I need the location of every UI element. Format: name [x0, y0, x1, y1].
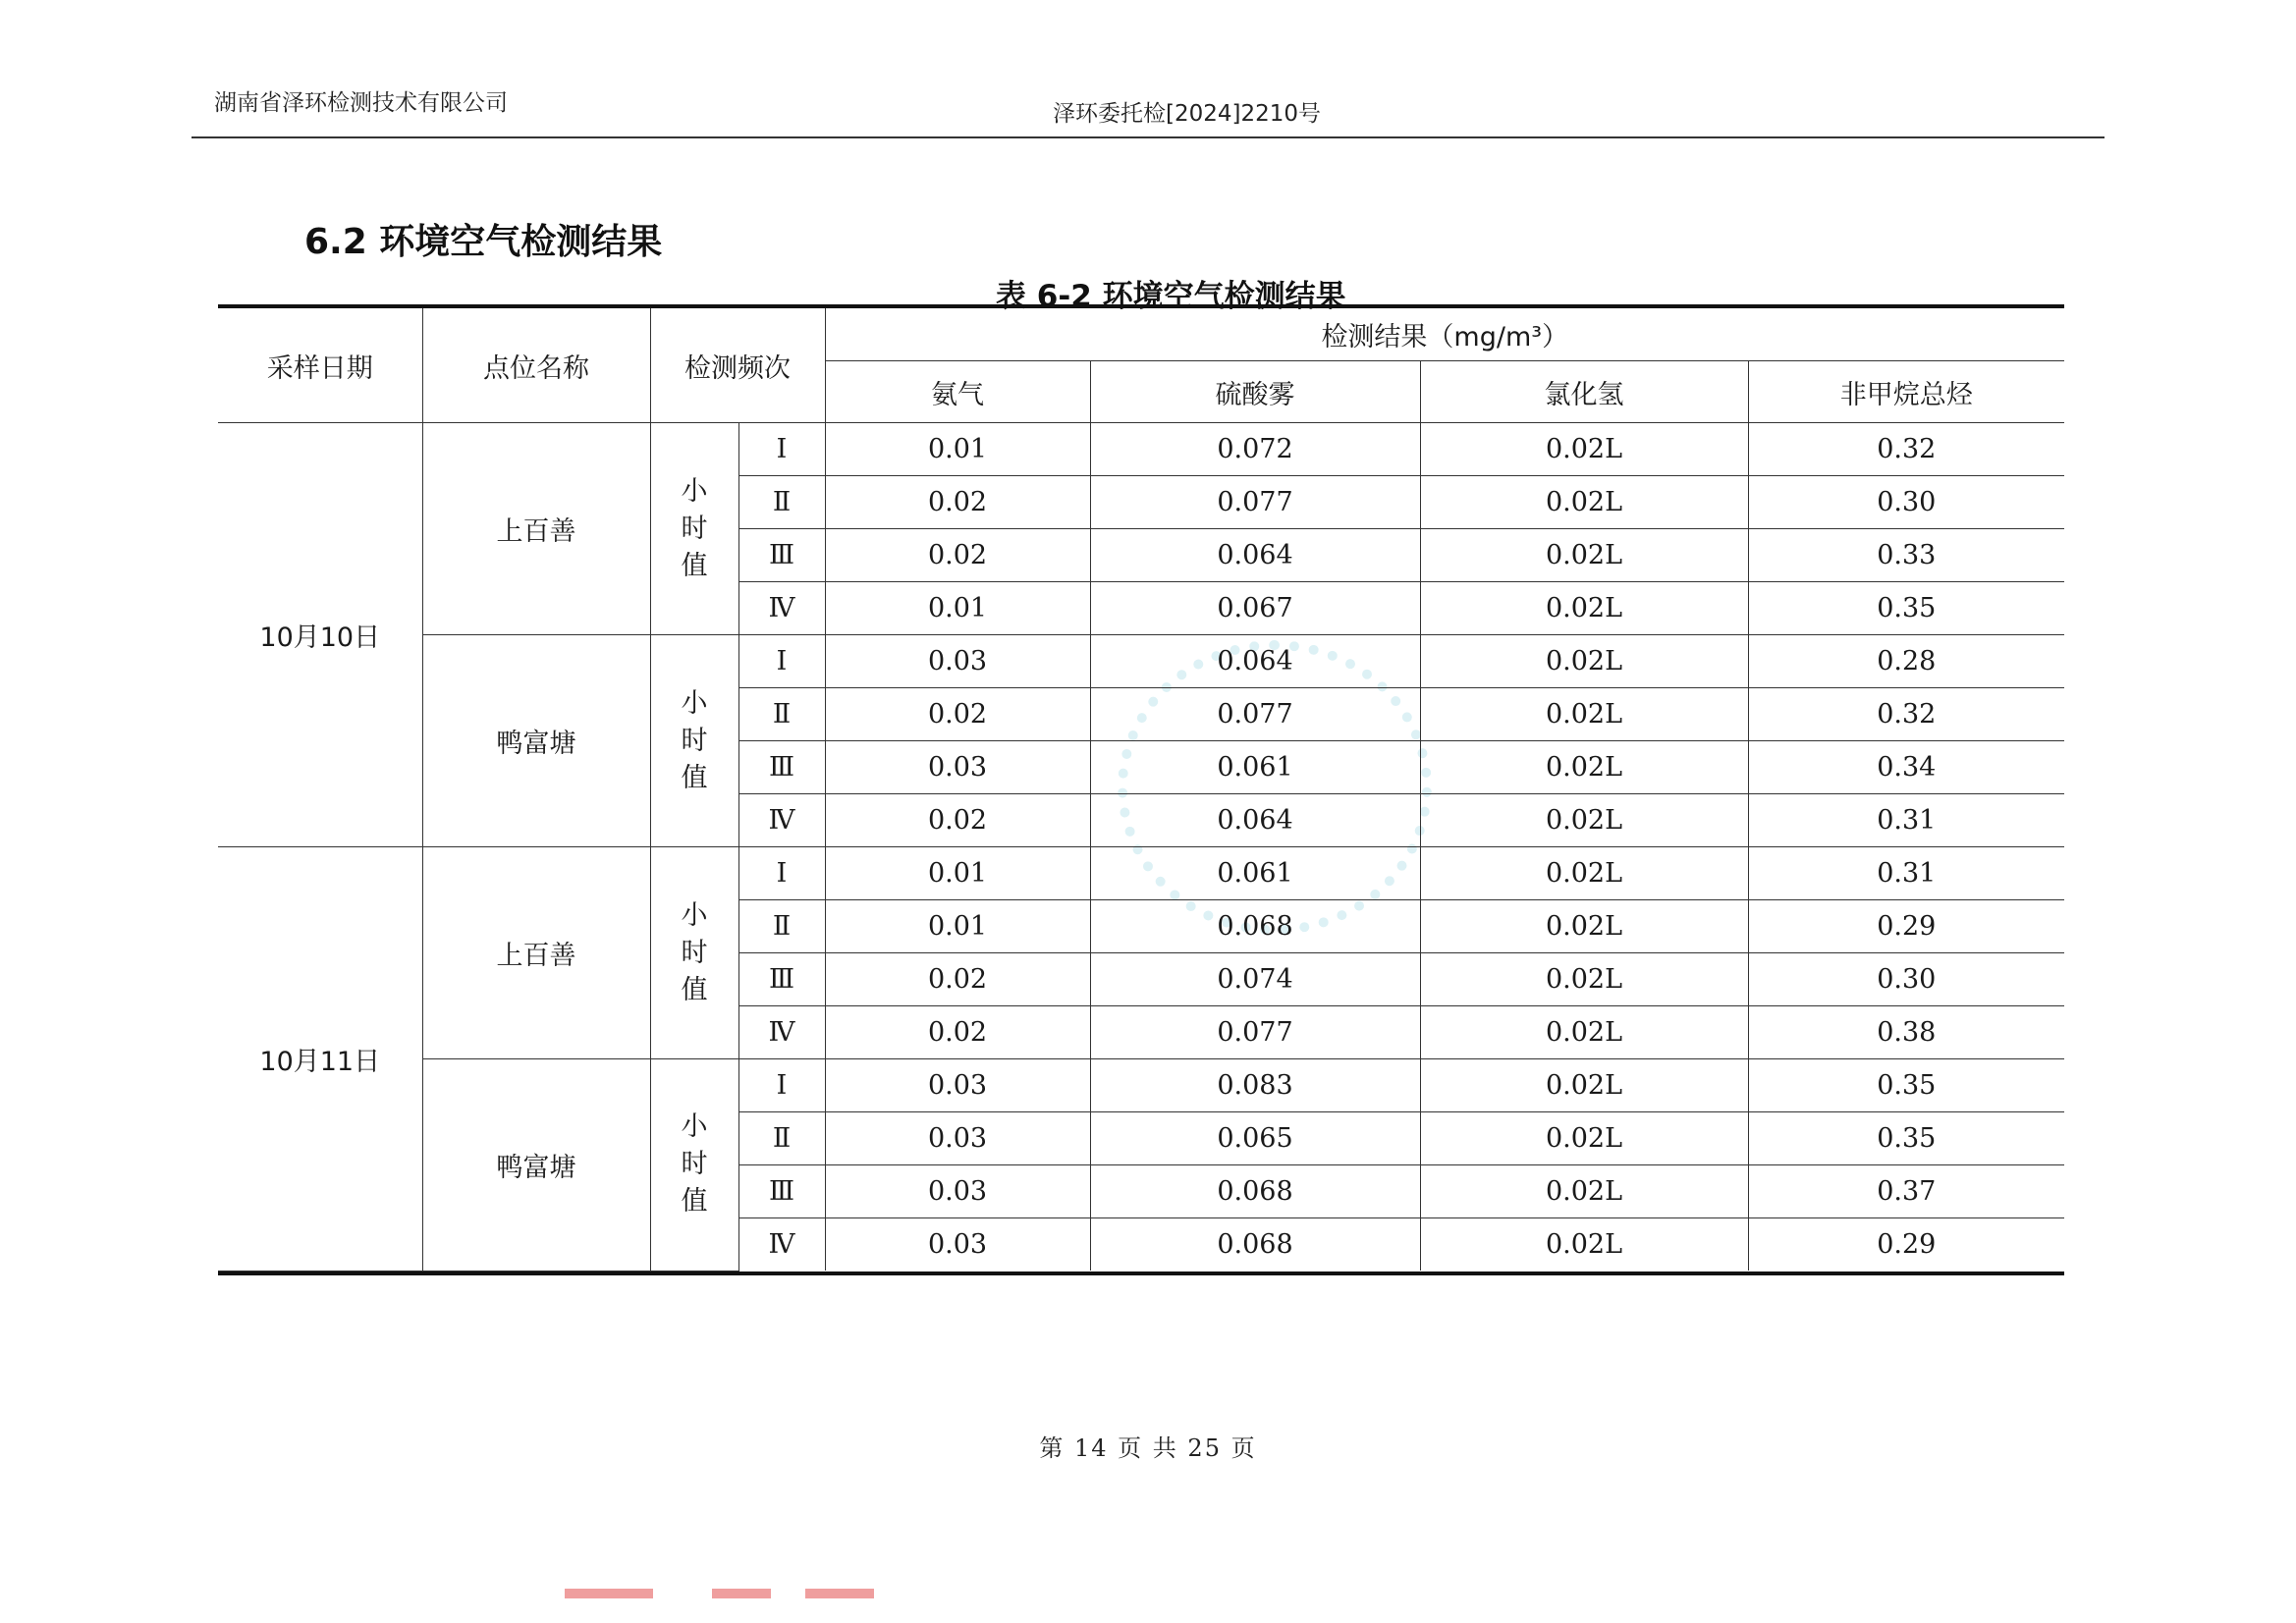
ammonia-value: 0.02: [825, 529, 1090, 582]
hourly-value-char: 小: [681, 1111, 708, 1143]
hourly-value-label: [650, 847, 738, 1059]
sulfuric-acid-mist-value: 0.064: [1090, 635, 1420, 688]
site-name-cell: 上百善: [422, 847, 650, 1059]
sulfuric-acid-mist-value: 0.064: [1090, 529, 1420, 582]
ammonia-value: 0.03: [825, 1059, 1090, 1112]
period-cell: Ⅰ: [738, 423, 825, 476]
red-stamp-fragment: [565, 1589, 653, 1598]
table-row: [218, 635, 2064, 688]
sulfuric-acid-mist-value: 0.077: [1090, 688, 1420, 741]
results-table-wrapper: [218, 304, 2064, 1275]
hourly-value-label: [650, 1059, 738, 1271]
sulfuric-acid-mist-value: 0.083: [1090, 1059, 1420, 1112]
ammonia-value: 0.01: [825, 847, 1090, 900]
sulfuric-acid-mist-value: 0.068: [1090, 900, 1420, 953]
sulfuric-acid-mist-value: 0.061: [1090, 741, 1420, 794]
hydrogen-chloride-value: 0.02L: [1420, 423, 1748, 476]
site-name-cell: 鸭富塘: [422, 1059, 650, 1271]
sulfuric-acid-mist-value: 0.068: [1090, 1165, 1420, 1218]
hourly-value-char: 小: [681, 899, 708, 931]
period-cell: Ⅰ: [738, 847, 825, 900]
nmhc-value: 0.32: [1748, 423, 2064, 476]
sulfuric-acid-mist-value: 0.074: [1090, 953, 1420, 1006]
sulfuric-acid-mist-value: 0.061: [1090, 847, 1420, 900]
period-cell: Ⅲ: [738, 1165, 825, 1218]
hydrogen-chloride-value: 0.02L: [1420, 1112, 1748, 1165]
ammonia-value: 0.03: [825, 635, 1090, 688]
hydrogen-chloride-value: 0.02L: [1420, 1218, 1748, 1271]
period-cell: Ⅱ: [738, 1112, 825, 1165]
nmhc-value: 0.31: [1748, 794, 2064, 847]
hourly-value-char: 时: [681, 725, 708, 756]
hourly-value-char: 值: [681, 550, 708, 581]
sulfuric-acid-mist-value: 0.064: [1090, 794, 1420, 847]
company-name: 湖南省泽环检测技术有限公司: [214, 90, 508, 116]
ammonia-value: 0.01: [825, 900, 1090, 953]
nmhc-value: 0.30: [1748, 476, 2064, 529]
hourly-value-char: 值: [681, 762, 708, 793]
period-cell: Ⅱ: [738, 476, 825, 529]
sulfuric-acid-mist-value: 0.067: [1090, 582, 1420, 635]
period-cell: Ⅰ: [738, 1059, 825, 1112]
hydrogen-chloride-value: 0.02L: [1420, 582, 1748, 635]
table-row: [218, 847, 2064, 900]
sampling-date-cell: 10月11日: [218, 847, 422, 1271]
hourly-value-label: [650, 423, 738, 635]
hourly-value-char: 时: [681, 1149, 708, 1180]
nmhc-value: 0.30: [1748, 953, 2064, 1006]
section-title: 6.2 环境空气检测结果: [304, 222, 663, 262]
hourly-value-char: 值: [681, 974, 708, 1005]
header-sampling-date: 采样日期: [218, 308, 422, 423]
site-name-cell: 鸭富塘: [422, 635, 650, 847]
hourly-value-char: 值: [681, 1186, 708, 1217]
red-stamp-fragment: [712, 1589, 771, 1598]
nmhc-value: 0.35: [1748, 1112, 2064, 1165]
header-sulfuric-acid-mist: 硫酸雾: [1090, 361, 1420, 423]
table-caption: 表 6-2 环境空气检测结果: [996, 279, 1346, 314]
nmhc-value: 0.37: [1748, 1165, 2064, 1218]
nmhc-value: 0.29: [1748, 1218, 2064, 1271]
header-result-unit: 检测结果（mg/m³）: [825, 308, 2064, 361]
period-cell: Ⅳ: [738, 1218, 825, 1271]
hourly-value-char: 时: [681, 937, 708, 968]
nmhc-value: 0.31: [1748, 847, 2064, 900]
report-number: 泽环委托检[2024]2210号: [1053, 101, 1322, 127]
nmhc-value: 0.32: [1748, 688, 2064, 741]
period-cell: Ⅳ: [738, 582, 825, 635]
ammonia-value: 0.02: [825, 794, 1090, 847]
ammonia-value: 0.03: [825, 1165, 1090, 1218]
hydrogen-chloride-value: 0.02L: [1420, 741, 1748, 794]
period-cell: Ⅲ: [738, 529, 825, 582]
period-cell: Ⅳ: [738, 1006, 825, 1059]
table-body: [218, 423, 2064, 1271]
hydrogen-chloride-value: 0.02L: [1420, 1059, 1748, 1112]
ammonia-value: 0.01: [825, 582, 1090, 635]
period-cell: Ⅱ: [738, 900, 825, 953]
ammonia-value: 0.02: [825, 1006, 1090, 1059]
hourly-value-char: 时: [681, 513, 708, 544]
hydrogen-chloride-value: 0.02L: [1420, 900, 1748, 953]
sulfuric-acid-mist-value: 0.072: [1090, 423, 1420, 476]
hourly-value-char: 小: [681, 687, 708, 719]
air-quality-results-table: [218, 308, 2064, 1271]
ammonia-value: 0.02: [825, 476, 1090, 529]
site-name-cell: 上百善: [422, 423, 650, 635]
nmhc-value: 0.35: [1748, 1059, 2064, 1112]
ammonia-value: 0.03: [825, 741, 1090, 794]
sulfuric-acid-mist-value: 0.077: [1090, 1006, 1420, 1059]
sulfuric-acid-mist-value: 0.065: [1090, 1112, 1420, 1165]
period-cell: Ⅲ: [738, 741, 825, 794]
header-site-name: 点位名称: [422, 308, 650, 423]
hydrogen-chloride-value: 0.02L: [1420, 635, 1748, 688]
hydrogen-chloride-value: 0.02L: [1420, 688, 1748, 741]
hydrogen-chloride-value: 0.02L: [1420, 529, 1748, 582]
nmhc-value: 0.35: [1748, 582, 2064, 635]
header-divider: [191, 136, 2105, 138]
header-ammonia: 氨气: [825, 361, 1090, 423]
ammonia-value: 0.02: [825, 688, 1090, 741]
table-row: [218, 1059, 2064, 1112]
sampling-date-cell: 10月10日: [218, 423, 422, 847]
nmhc-value: 0.28: [1748, 635, 2064, 688]
ammonia-value: 0.01: [825, 423, 1090, 476]
period-cell: Ⅰ: [738, 635, 825, 688]
hydrogen-chloride-value: 0.02L: [1420, 476, 1748, 529]
period-cell: Ⅲ: [738, 953, 825, 1006]
red-stamp-fragment: [805, 1589, 874, 1598]
header-frequency: 检测频次: [650, 308, 825, 423]
nmhc-value: 0.34: [1748, 741, 2064, 794]
hydrogen-chloride-value: 0.02L: [1420, 794, 1748, 847]
ammonia-value: 0.02: [825, 953, 1090, 1006]
nmhc-value: 0.29: [1748, 900, 2064, 953]
header-nmhc: 非甲烷总烃: [1748, 361, 2064, 423]
header-hydrogen-chloride: 氯化氢: [1420, 361, 1748, 423]
hydrogen-chloride-value: 0.02L: [1420, 847, 1748, 900]
sulfuric-acid-mist-value: 0.077: [1090, 476, 1420, 529]
sulfuric-acid-mist-value: 0.068: [1090, 1218, 1420, 1271]
nmhc-value: 0.33: [1748, 529, 2064, 582]
page-footer: 第 14 页 共 25 页: [1039, 1434, 1257, 1462]
hourly-value-label: [650, 635, 738, 847]
hydrogen-chloride-value: 0.02L: [1420, 1165, 1748, 1218]
hydrogen-chloride-value: 0.02L: [1420, 953, 1748, 1006]
hourly-value-char: 小: [681, 475, 708, 507]
ammonia-value: 0.03: [825, 1112, 1090, 1165]
ammonia-value: 0.03: [825, 1218, 1090, 1271]
nmhc-value: 0.38: [1748, 1006, 2064, 1059]
period-cell: Ⅱ: [738, 688, 825, 741]
period-cell: Ⅳ: [738, 794, 825, 847]
table-row: [218, 423, 2064, 476]
hydrogen-chloride-value: 0.02L: [1420, 1006, 1748, 1059]
